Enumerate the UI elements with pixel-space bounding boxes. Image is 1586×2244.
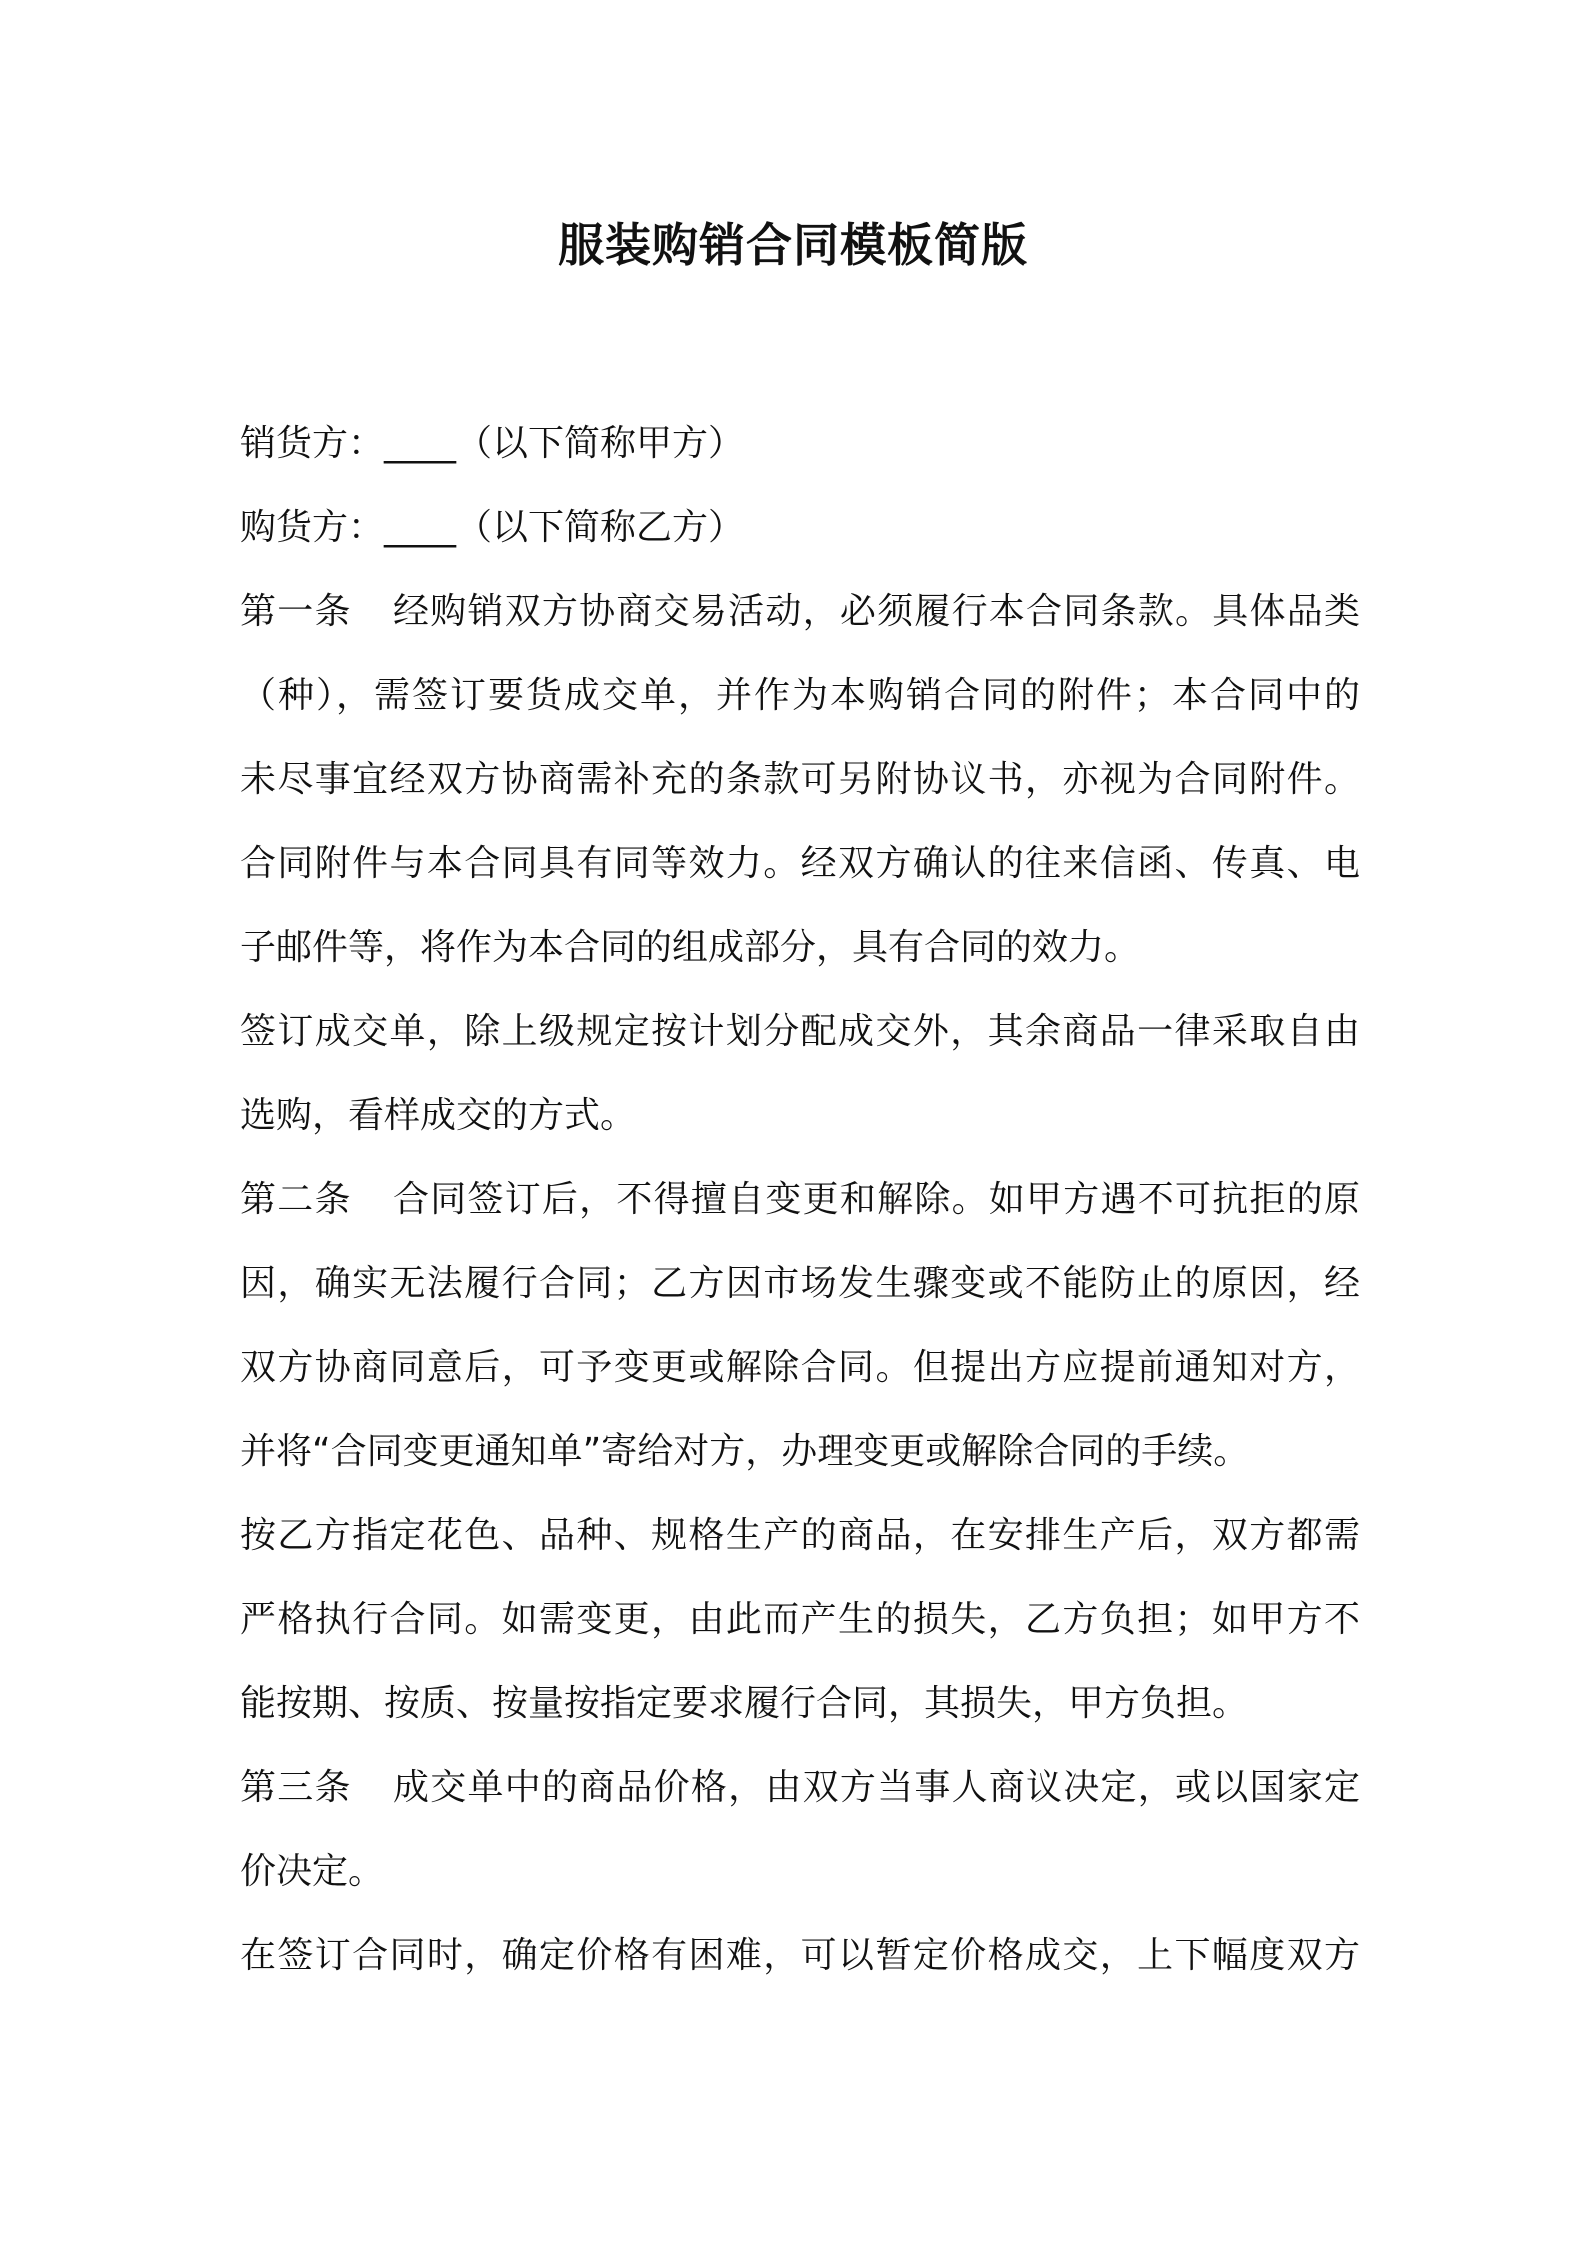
seller-blank: ____ — [384, 423, 457, 464]
contract-body — [240, 402, 1360, 1998]
buyer-label: 购货方： — [240, 507, 385, 548]
seller-label: 销货方： — [240, 423, 385, 464]
article-3-line-1 — [240, 1746, 1360, 1830]
buyer-blank: ____ — [384, 507, 457, 548]
article-1-line-2: （种），需签订要货成交单，并作为本购销合同的附件；本合同中的 — [240, 675, 1360, 716]
seller-line — [240, 402, 1360, 486]
article-2-line-3: 双方协商同意后，可予变更或解除合同。但提出方应提前通知对方， — [240, 1347, 1360, 1388]
article-1-line-1 — [240, 570, 1360, 654]
article-3-line-2: 价决定。 — [240, 1851, 385, 1892]
article-2-text-1: 合同签订后，不得擅自变更和解除。如甲方遇不可抗拒的原 — [391, 1179, 1360, 1220]
article-2-para-2-line-3: 能按期、按质、按量按指定要求履行合同，其损失，甲方负担。 — [240, 1683, 1249, 1724]
article-2-para-2-line-1: 按乙方指定花色、品种、规格生产的商品，在安排生产后，双方都需 — [240, 1515, 1360, 1556]
article-3-text-1: 成交单中的商品价格，由双方当事人商议决定，或以国家定 — [391, 1767, 1360, 1808]
page-title: 服装购销合同模板简版 — [558, 218, 1028, 272]
article-2-line-1 — [240, 1158, 1360, 1242]
article-3-para-2-line-1: 在签订合同时，确定价格有困难，可以暂定价格成交，上下幅度双方 — [240, 1935, 1360, 1976]
article-1-para-2-line-2: 选购，看样成交的方式。 — [240, 1095, 637, 1136]
article-2-line-4: 并将“合同变更通知单”寄给对方，办理变更或解除合同的手续。 — [240, 1431, 1250, 1472]
article-3-heading: 第三条 — [240, 1767, 352, 1808]
article-1-text-1: 经购销双方协商交易活动，必须履行本合同条款。具体品类 — [391, 591, 1360, 632]
buyer-line — [240, 486, 1360, 570]
article-1-para-2-line-1: 签订成交单，除上级规定按计划分配成交外，其余商品一律采取自由 — [240, 1011, 1360, 1052]
article-2-para-2-line-2: 严格执行合同。如需变更，由此而产生的损失，乙方负担；如甲方不 — [240, 1599, 1360, 1640]
buyer-note: （以下简称乙方） — [456, 507, 745, 548]
article-2-line-2: 因，确实无法履行合同；乙方因市场发生骤变或不能防止的原因，经 — [240, 1263, 1360, 1304]
article-1-line-5: 子邮件等，将作为本合同的组成部分，具有合同的效力。 — [240, 927, 1141, 968]
article-2-heading: 第二条 — [240, 1179, 352, 1220]
article-1-heading: 第一条 — [240, 591, 352, 632]
seller-note: （以下简称甲方） — [456, 423, 745, 464]
article-1-line-4: 合同附件与本合同具有同等效力。经双方确认的往来信函、传真、电 — [240, 843, 1360, 884]
article-1-line-3: 未尽事宜经双方协商需补充的条款可另附协议书，亦视为合同附件。 — [240, 759, 1360, 800]
